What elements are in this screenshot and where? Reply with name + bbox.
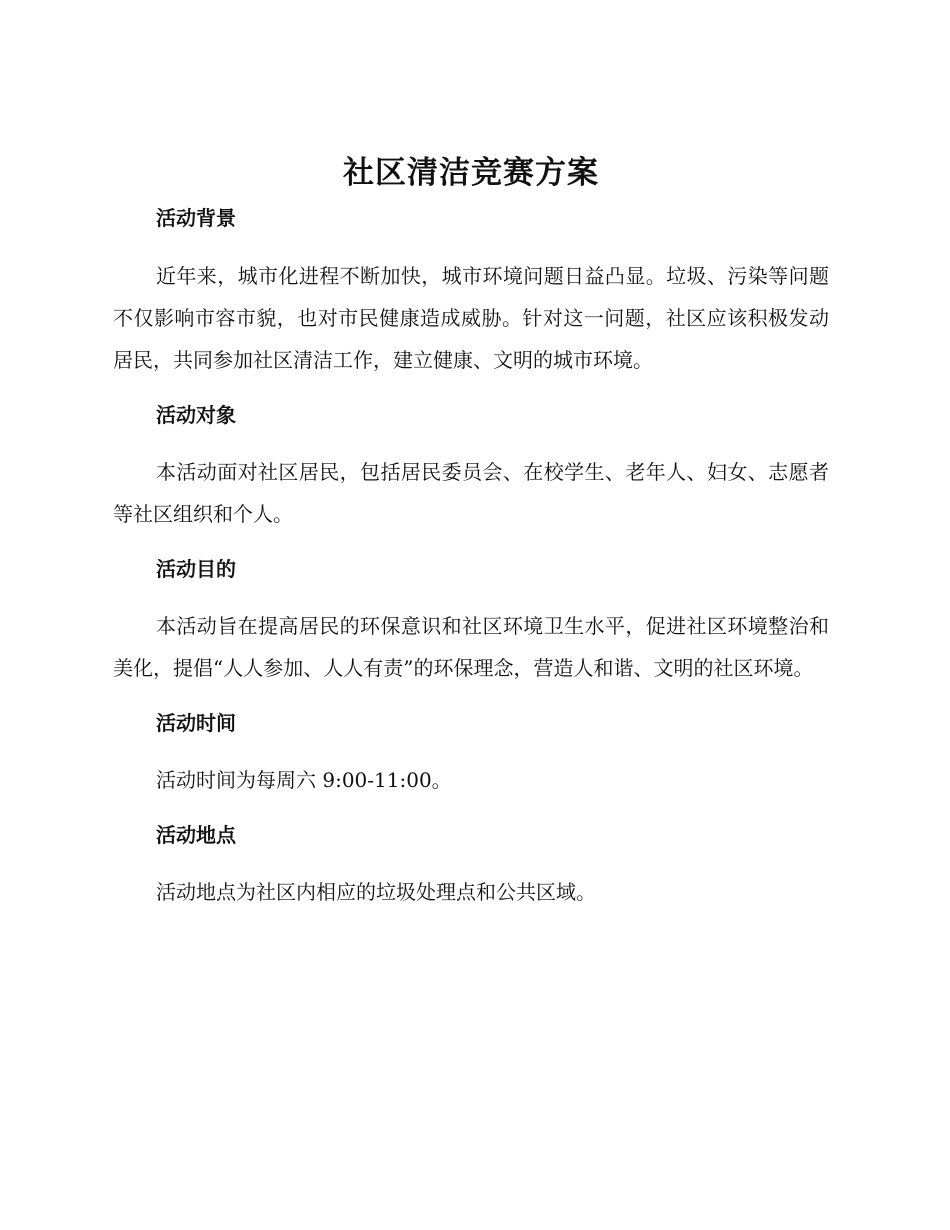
section-heading-location: 活动地点 <box>156 823 236 847</box>
section-body-background: 近年来，城市化进程不断加快，城市环境问题日益凸显。垃圾、污染等问题不仅影响市容市貌，也对市民健康造成威胁。针对这一问题，社区应该积极发动居民，共同参加社区清洁工作，建立健康、文明的城市环境。 <box>113 264 829 372</box>
document-content <box>113 152 829 913</box>
section-heading-purpose: 活动目的 <box>156 557 236 581</box>
section-body-target: 本活动面对社区居民，包括居民委员会、在校学生、老年人、妇女、志愿者等社区组织和个人。 <box>113 460 829 526</box>
section-heading-background: 活动背景 <box>156 206 236 230</box>
document-title: 社区清洁竞赛方案 <box>343 155 599 191</box>
section-heading-target: 活动对象 <box>156 403 236 427</box>
section-body-time: 活动时间为每周六 9:00-11:00。 <box>156 768 452 792</box>
section-heading-time: 活动时间 <box>156 711 236 735</box>
section-body-location: 活动地点为社区内相应的垃圾处理点和公共区域。 <box>156 880 596 904</box>
section-body-purpose: 本活动旨在提高居民的环保意识和社区环境卫生水平，促进社区环境整治和美化，提倡“人人参加、人人有责”的环保理念，营造人和谐、文明的社区环境。 <box>113 614 829 680</box>
